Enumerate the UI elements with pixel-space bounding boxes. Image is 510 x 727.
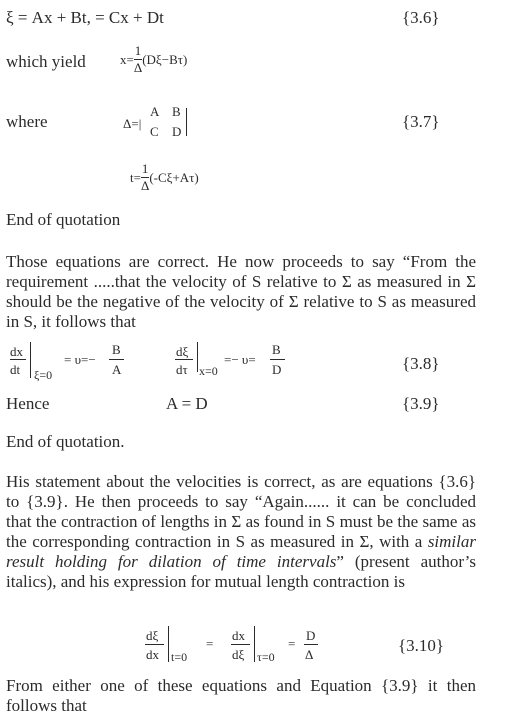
equals-minus-upsilon-2: =− υ= bbox=[224, 352, 256, 367]
equation-3-9: A = D bbox=[166, 394, 208, 413]
x-lhs: x= bbox=[120, 51, 134, 67]
dxi-numerator: dξ bbox=[176, 344, 189, 359]
equals-sign-1: = bbox=[206, 636, 214, 651]
matrix-D: D bbox=[172, 124, 182, 139]
matrix-A: A bbox=[150, 104, 160, 119]
subscript-xi-zero: ξ=0 bbox=[34, 368, 53, 382]
t-lhs: t= bbox=[130, 169, 141, 185]
x-solution bbox=[120, 44, 187, 75]
fraction-bar-dx-dt bbox=[10, 359, 26, 360]
evaluation-bar-1 bbox=[30, 342, 31, 378]
B-numerator: B bbox=[112, 342, 121, 357]
fraction-bar-D-delta bbox=[304, 644, 318, 645]
D-denominator: D bbox=[272, 362, 282, 377]
matrix-B: B bbox=[172, 104, 181, 119]
paragraph-1: Those equations are correct. He now proceeds to say “From the requirement .....that the velocity of S relative to Σ as measured in Σ should be the negative of the velocity of Σ relative to S as measured in S, it follows that bbox=[6, 252, 476, 331]
D-numerator-3-10: D bbox=[306, 628, 316, 643]
evaluation-bar-4 bbox=[254, 626, 255, 662]
paragraph-2-part-b: ” (present author’s italics), and his expression for mutual length contraction is bbox=[6, 552, 476, 591]
equals-sign-2: = bbox=[288, 636, 296, 651]
equation-tag-3-8: {3.8} bbox=[402, 354, 440, 373]
dxi-numerator-3-10: dξ bbox=[146, 628, 159, 643]
numerator: 1 bbox=[141, 161, 149, 176]
dt-denominator: dt bbox=[10, 362, 21, 377]
determinant-bar bbox=[186, 108, 187, 136]
fraction-one-over-delta bbox=[134, 44, 142, 75]
equation-tag-3-9: {3.9} bbox=[402, 394, 440, 413]
equals-minus-upsilon: = υ=− bbox=[64, 352, 96, 367]
fraction-bar-dx-dxi bbox=[231, 644, 250, 645]
subscript-x-zero: x=0 bbox=[199, 364, 218, 378]
dxi-denominator-3-10: dξ bbox=[232, 647, 245, 662]
evaluation-bar-2 bbox=[197, 342, 198, 372]
equation-tag-3-7: {3.7} bbox=[402, 112, 440, 131]
delta-lhs: Δ=| bbox=[123, 116, 142, 131]
dtau-denominator: dτ bbox=[176, 362, 188, 377]
evaluation-bar-3 bbox=[168, 626, 169, 662]
denominator: Δ bbox=[140, 178, 150, 193]
subscript-t-zero: t=0 bbox=[171, 650, 188, 664]
where-label: where bbox=[6, 112, 48, 131]
equation-tag-3-10: {3.10} bbox=[398, 636, 445, 655]
paragraph-2 bbox=[6, 472, 476, 592]
end-of-quotation-1: End of quotation bbox=[6, 210, 121, 229]
paragraph-3: From either one of these equations and Equation {3.9} it then follows that bbox=[6, 676, 476, 715]
hence-label: Hence bbox=[6, 394, 50, 413]
fraction-bar-B-D bbox=[270, 359, 285, 360]
t-rhs: (-Cξ+Aτ) bbox=[149, 169, 199, 185]
paragraph-2-italic: similar result holding for dilation of time intervals bbox=[6, 532, 476, 571]
numerator: 1 bbox=[134, 43, 142, 58]
B-numerator-2: B bbox=[272, 342, 281, 357]
fraction-bar-dxi-dx bbox=[145, 644, 164, 645]
equation-tag-3-6: {3.6} bbox=[402, 8, 440, 27]
x-rhs: (Dξ−Bτ) bbox=[142, 51, 188, 67]
t-solution bbox=[130, 162, 199, 193]
matrix-C: C bbox=[150, 124, 159, 139]
fraction-bar-dxi-dtau bbox=[175, 359, 193, 360]
fraction-bar-B-A bbox=[109, 359, 124, 360]
denominator: Δ bbox=[133, 60, 143, 75]
A-denominator: A bbox=[112, 362, 122, 377]
dx-denominator-3-10: dx bbox=[146, 647, 159, 662]
yield-label: which yield bbox=[6, 52, 86, 71]
equation-3-6: ξ = Ax + Bt, = Cx + Dt bbox=[6, 8, 164, 27]
fraction-one-over-delta-2 bbox=[141, 162, 149, 193]
subscript-tau-zero: τ=0 bbox=[257, 650, 275, 664]
paragraph-2-part-a: His statement about the velocities is correct, as are equations {3.6} to {3.9}. He then proceeds to say “Again...... it can be concluded that the contraction of lengths in Σ as found in S must be the same as the corresponding contraction in S as measured in Σ, with a bbox=[6, 472, 476, 551]
dx-numerator: dx bbox=[10, 344, 23, 359]
delta-denominator-3-10: Δ bbox=[305, 647, 314, 662]
end-of-quotation-2: End of quotation. bbox=[6, 432, 125, 451]
dx-numerator-3-10-b: dx bbox=[232, 628, 245, 643]
